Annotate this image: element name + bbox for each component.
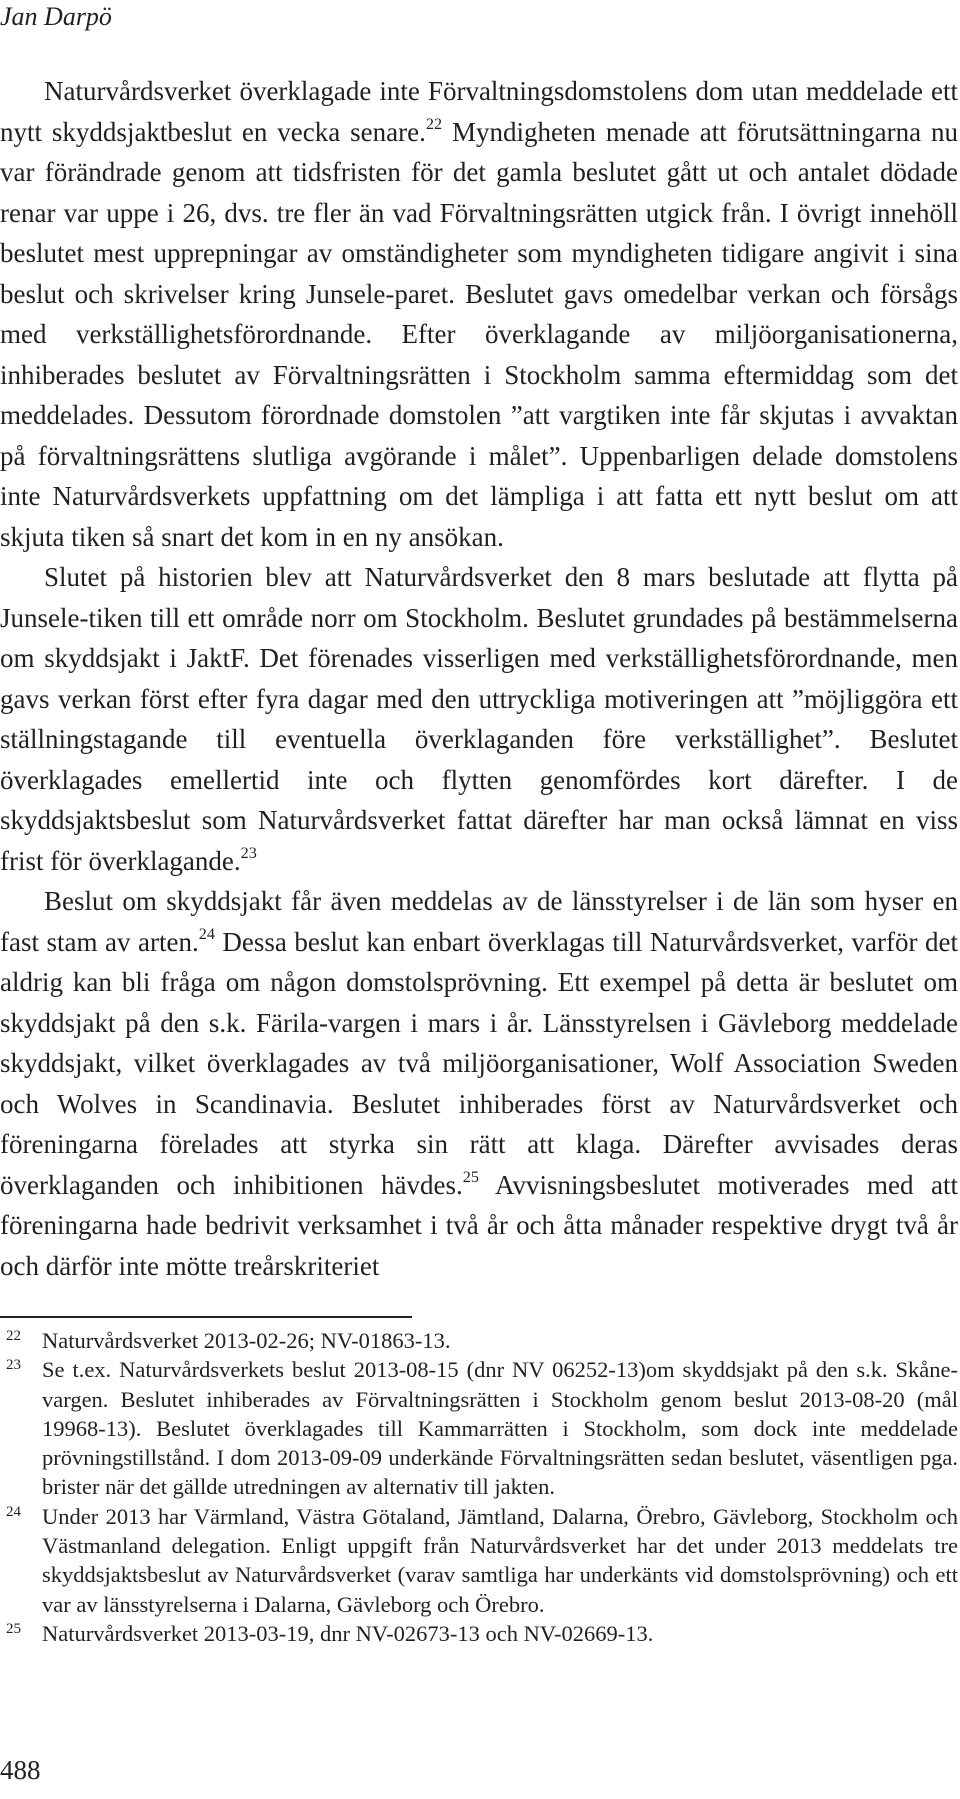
footnote-text: Naturvårdsverket 2013-03-19, dnr NV-02673-13 och NV-02669-13. xyxy=(42,1620,654,1646)
paragraph-text: Dessa beslut kan enbart överklagas till Naturvårdsverket, varför det aldrig kan bli fråga om någon domstolsprövning. Ett exempel på detta är beslutet om skyddsjakt på den s.k. Färila-vargen i mars i år. Länsstyrelsen i Gävleborg meddelade skyddsjakt, vilket överklagades av två miljöorganisationer, Wolf Association Sweden och Wolves in Scandinavia. Beslutet inhiberades först av Naturvårdsverket och föreningarna förelades att styrka sin rätt att klaga. Därefter avvisades deras överklaganden och inhibitionen hävdes. xyxy=(0,926,958,1200)
paragraph-text: Myndigheten menade att förutsättningarna nu var förändrade genom att tidsfristen för det gamla beslutet gått ut och antalet dödade renar var uppe i 26, dvs. tre fler än vad Förvaltningsrätten utgick från. I övrigt innehöll beslutet mest upprepningar av omständigheter som myndigheten tidigare angivit i sina beslut och skrivelser kring Junsele-paret. Beslutet gavs omedelbar verkan och försågs med verkställighetsförordnande. Efter överklagande av miljöorganisationerna, inhiberades beslutet av Förvaltningsrätten i Stockholm samma eftermiddag som det meddelades. Dessutom förordnade domstolen ”att vargtiken inte får skjutas i avvaktan på förvaltningsrättens slutliga avgörande i målet”. Uppenbarligen delade domstolens inte Naturvårdsverkets uppfattning om det lämpliga i att fatta ett nytt beslut om att skjuta tiken så snart det kom in en ny ansökan. xyxy=(0,116,959,552)
footnote-separator xyxy=(0,1316,412,1318)
paragraph-text: Beslut om skyddsjakt får även meddelas av de länsstyrelser i de län som hyser en fast stam av arten. xyxy=(0,886,958,957)
footnotes xyxy=(0,1326,958,1648)
footnote-number: 22 xyxy=(6,1328,21,1344)
footnote-text: Under 2013 har Värmland, Västra Götaland, Jämtland, Dalarna, Örebro, Gävleborg, Stockholm och Västmanland delegation. Enligt uppgift från Naturvårdsverket har det under 2013 meddelats tre skyddsjaktsbeslut av Naturvårdsverket (varav samtliga har underkänts vid domstolsprövning) och ett var av länsstyrelserna i Dalarna, Gävleborg och Örebro. xyxy=(42,1503,958,1617)
footnote-number: 24 xyxy=(6,1503,21,1520)
main-text xyxy=(0,71,958,1286)
footnote xyxy=(0,1502,958,1619)
footnote-reference: 24 xyxy=(198,924,215,943)
footnote-text: Se t.ex. Naturvårdsverkets beslut 2013-08-15 (dnr NV 06252-13)om skyddsjakt på den s.k. Skåne-vargen. Beslutet inhiberades av Förvaltningsrätten i Stockholm genom beslut 2013-08-20 (mål 19968-13). Beslutet överklagades till Kammarrätten i Stockholm, som dock inte meddelade prövningstillstånd. I dom 2013-09-09 underkände Förvaltningsrätten sedan beslutet, väsentligen pga. brister när det gällde utredningen av alternativ till jakten. xyxy=(42,1357,958,1500)
running-header-author: Jan Darpö xyxy=(0,2,112,31)
paragraph-text: Slutet på historien blev att Naturvårdsverket den 8 mars beslutade att flytta på Junsele-tiken till ett område norr om Stockholm. Beslutet grundades på bestämmelserna om skyddsjakt i JaktF. Det förenades visserligen med verkställighetsförordnande, men gavs verkan först efter fyra dagar med den uttryckliga motiveringen att ”möjliggöra ett ställningstagande till eventuella överklaganden före verkställighet”. Beslutet överklagades emellertid inte och flytten genomfördes kort därefter. I de skyddsjaktsbeslut som Naturvårdsverket fattat därefter har man också lämnat en viss frist för överklagande. xyxy=(0,562,958,876)
footnote xyxy=(0,1355,958,1501)
footnote xyxy=(0,1619,958,1648)
page-number: 488 xyxy=(0,1755,41,1785)
footnote-text: Naturvårdsverket 2013-02-26; NV-01863-13. xyxy=(42,1328,451,1353)
paragraph-2 xyxy=(0,557,958,881)
footnote-number: 25 xyxy=(6,1620,21,1637)
footnote xyxy=(0,1326,958,1355)
paragraph-text: Avvisningsbeslutet motiverades med att föreningarna hade bedrivit verksamhet i två år och åtta månader respektive drygt två år och därför inte mötte treårskriteriet xyxy=(0,1169,958,1281)
footnote-number: 23 xyxy=(6,1357,21,1374)
paragraph-1 xyxy=(0,71,958,557)
footnote-reference: 25 xyxy=(462,1167,479,1186)
footnote-reference: 23 xyxy=(240,843,257,862)
paragraph-3 xyxy=(0,881,958,1286)
paragraph-text: Naturvårdsverket överklagade inte Förvaltningsdomstolens dom utan meddelade ett nytt skyddsjaktbeslut en vecka senare. xyxy=(0,76,958,147)
footnote-reference: 22 xyxy=(425,114,443,133)
